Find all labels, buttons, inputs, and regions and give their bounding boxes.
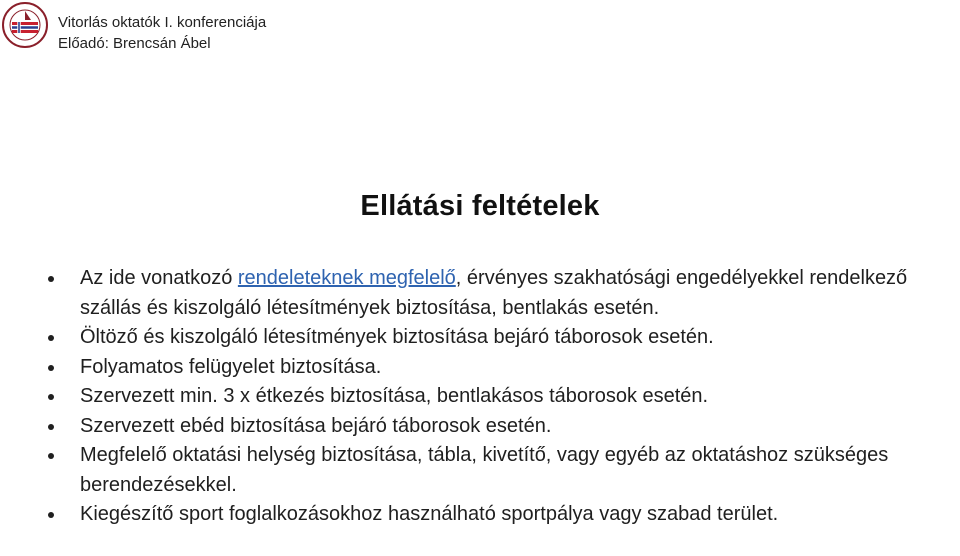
bullet-dot-icon — [48, 335, 54, 341]
bullet-dot-icon — [48, 276, 54, 282]
bullet-list — [0, 264, 960, 530]
slide-title: Ellátási feltételek — [360, 190, 600, 222]
bullet-text: Folyamatos felügyelet biztosítása. — [80, 355, 382, 378]
bullet-dot-icon — [48, 365, 54, 371]
bullet-item — [0, 323, 960, 353]
bullet-item — [0, 500, 960, 530]
bullet-text: Az ide vonatkozó — [80, 267, 238, 289]
bullet-text: Szervezett ebéd biztosítása bejáró táborosok esetén. — [80, 414, 552, 437]
presenter-name: Előadó: Brencsán Ábel — [58, 35, 211, 52]
conference-title: Vitorlás oktatók I. konferenciája — [58, 14, 267, 31]
sailing-federation-logo-icon — [2, 2, 48, 48]
bullet-dot-icon — [48, 394, 54, 400]
bullet-text: Kiegészítő sport foglalkozásokhoz használható sportpálya vagy szabad terület. — [80, 503, 779, 525]
bullet-text: Szervezett min. 3 x étkezés biztosítása, bentlakásos táborosok esetén. — [80, 385, 709, 407]
bullet-item — [0, 382, 960, 412]
bullet-item — [0, 353, 960, 383]
bullet-item — [0, 264, 960, 323]
bullet-item — [0, 412, 960, 442]
header-text — [58, 12, 266, 54]
bullet-text: Megfelelő oktatási helység biztosítása, tábla, kivetítő, vagy egyéb az oktatáshoz szükséges berendezésekkel. — [80, 444, 889, 496]
bullet-dot-icon — [48, 512, 54, 518]
bullet-text: , érvényes szakhatósági engedélyekkel rendelkező szállás és kiszolgáló létesítmények biztosítása, bentlakás esetén. — [80, 267, 908, 319]
regulation-link[interactable]: rendeleteknek megfelelő — [237, 267, 456, 289]
bullet-text: Öltöző és kiszolgáló létesítmények biztosítása bejáró táborosok esetén. — [80, 326, 714, 348]
bullet-dot-icon — [48, 453, 54, 459]
bullet-item — [0, 441, 960, 500]
bullet-dot-icon — [48, 424, 54, 430]
